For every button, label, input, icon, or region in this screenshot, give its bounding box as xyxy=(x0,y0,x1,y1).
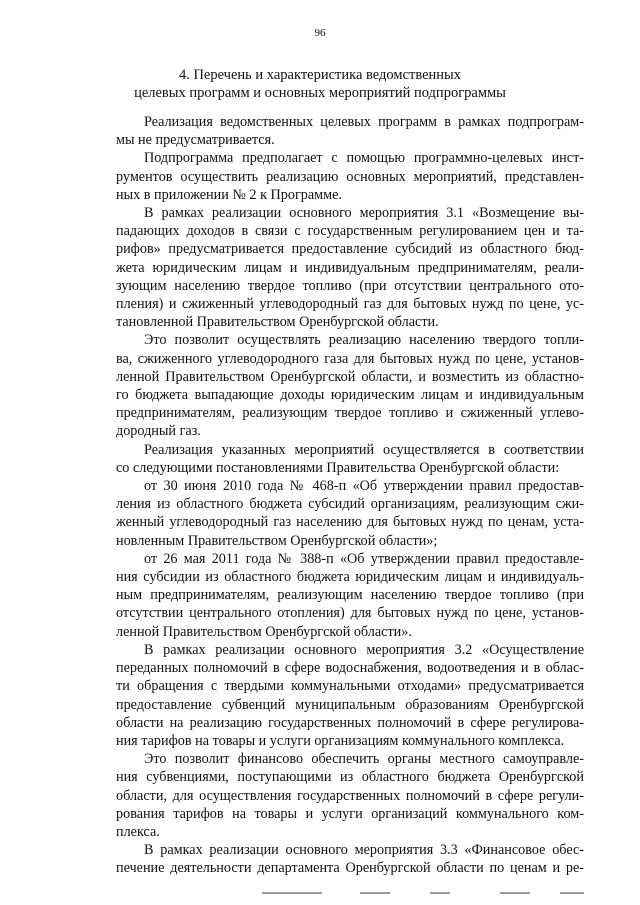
text-line: го бюджета выпадающие доходы юридическим лицам и индивидуальным xyxy=(116,387,584,404)
text-line: печение деятельности департамента Оренбургской области по ценам и ре- xyxy=(116,860,584,877)
text-line: женный углеводородный газ населению для бытовых нужд по ценам, уста- xyxy=(116,514,584,531)
text-line: В рамках реализации основного мероприятия 3.1 «Возмещение вы- xyxy=(144,205,584,222)
scan-artifact xyxy=(0,886,640,905)
section-heading xyxy=(100,66,540,102)
text-line: зующим населению твердое топливо (при отсутствии центрального ото- xyxy=(116,277,584,294)
text-line: ния субвенциями, поступающими из областного бюджета Оренбургской xyxy=(116,769,584,786)
page-number: 96 xyxy=(314,27,326,39)
text-line: от 26 мая 2011 года № 388-п «Об утверждении правил предоставле- xyxy=(144,550,584,567)
text-line: предоставление субвенций муниципальным образованиям Оренбургской xyxy=(116,696,584,713)
text-line: ния тарифов на товары и услуги организациям коммунального комплекса. xyxy=(116,732,565,749)
text-line: рифов» предусматривается предоставление субсидий из областного бюд- xyxy=(116,241,584,258)
text-line: падающих доходов в связи с государственным регулированием цен и та- xyxy=(116,223,584,240)
text-line: дородный газ. xyxy=(116,423,201,440)
text-line: Это позволит осуществлять реализацию населению твердого топли- xyxy=(144,332,584,349)
text-line: ленной Правительством Оренбургской области, и возместить из областно- xyxy=(116,368,584,385)
text-line: от 30 июня 2010 года № 468-п «Об утверждении правил предостав- xyxy=(144,478,584,495)
text-line: жета юридическим лицам и индивидуальным предпринимателям, реали- xyxy=(116,259,584,276)
text-line: со следующими постановлениями Правительства Оренбургской области: xyxy=(116,459,560,476)
text-line: Реализация ведомственных целевых программ в рамках подпрограм- xyxy=(144,114,584,130)
text-line: В рамках реализации основного мероприятия 3.3 «Финансовое обес- xyxy=(144,842,584,859)
text-line: Подпрограмма предполагает с помощью программно-целевых инст- xyxy=(144,150,584,167)
section-heading-line-1: 4. Перечень и характеристика ведомственных xyxy=(178,67,462,83)
text-line: отсутствии центрального отопления) для бытовых нужд по цене, установ- xyxy=(116,605,584,622)
text-line: области, для осуществления государственных полномочий в сфере регули- xyxy=(116,787,584,804)
text-line: плекса. xyxy=(116,823,160,840)
text-line: ления из областного бюджета субсидий организациям, реализующим сжи- xyxy=(116,496,584,513)
text-line: рования тарифов на товары и услуги организаций коммунального ком- xyxy=(116,805,584,822)
text-line: переданных полномочий в сфере водоснабжения, водоотведения и в облас- xyxy=(116,660,584,677)
text-line: ти обращения с твердыми коммунальными отходами» предусматривается xyxy=(116,678,584,695)
text-line: Это позволит финансово обеспечить органы местного самоуправле- xyxy=(144,751,584,768)
text-line: мы не предусматривается. xyxy=(116,132,275,149)
text-line: пления) и сжиженный углеводородный газ для бытовых нужд по цене, ус- xyxy=(116,296,584,313)
text-line: тановленной Правительством Оренбургской области. xyxy=(116,314,439,331)
section-heading-line-2: целевых программ и основных мероприятий подпрограммы xyxy=(134,85,506,101)
text-line: области на реализацию государственных полномочий в сфере регулирова- xyxy=(116,714,584,731)
text-line: Реализация указанных мероприятий осуществляется в соответствии xyxy=(144,441,584,458)
text-line: ния субсидии из областного бюджета юридическим лицам и индивидуаль- xyxy=(116,569,584,586)
text-line: ным предпринимателям, реализующим населению твердое топливо (при xyxy=(116,587,584,604)
text-line: предпринимателям, реализующим твердое топливо и сжиженный углево- xyxy=(116,405,584,422)
text-line: ленной Правительством Оренбургской области». xyxy=(116,623,412,640)
body-text xyxy=(116,113,584,878)
text-line: рументов осуществить реализацию основных мероприятий, представлен- xyxy=(116,168,584,185)
text-line: ных в приложении № 2 к Программе. xyxy=(116,186,342,203)
text-line: новленным Правительством Оренбургской области»; xyxy=(116,532,438,549)
text-line: ва, сжиженного углеводородного газа для бытовых нужд по цене, установ- xyxy=(116,350,584,367)
text-line: В рамках реализации основного мероприятия 3.2 «Осуществление xyxy=(144,641,584,658)
